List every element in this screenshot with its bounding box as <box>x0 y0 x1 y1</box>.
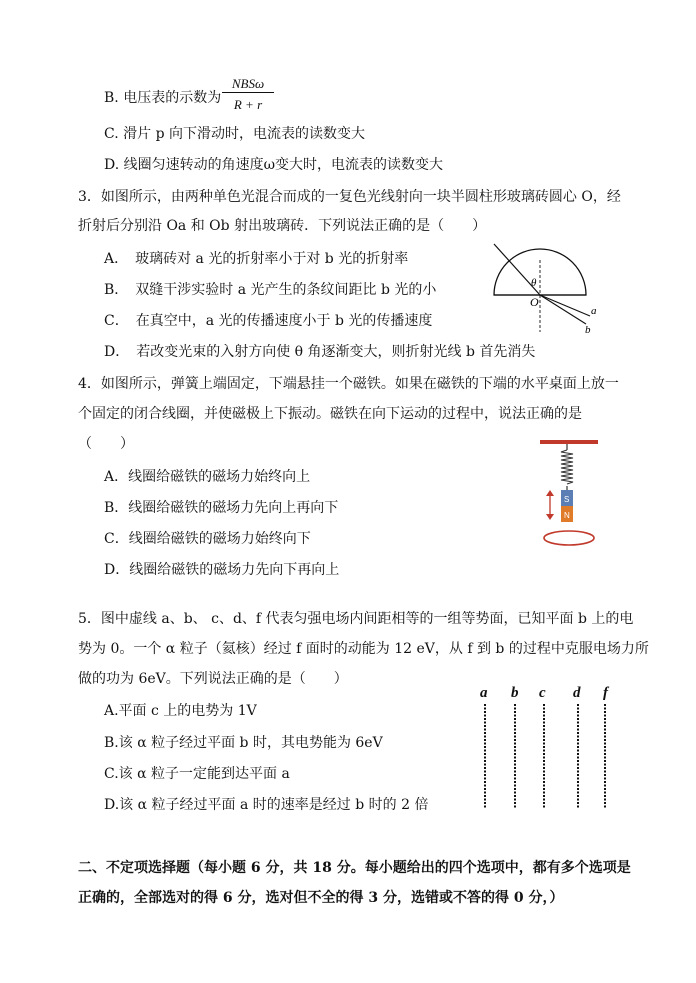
q4-option-b: B．线圈给磁铁的磁场力先向上再向下 <box>104 500 339 516</box>
q4-option-a: A．线圈给磁铁的磁场力始终向上 <box>104 469 311 485</box>
q5-option-a: A.平面 c 上的电势为 1V <box>104 703 257 719</box>
q5-plane-label-b: b <box>511 685 519 701</box>
q3-stem-line1: 3．如图所示，由两种单色光混合而成的一复色光线射向一块半圆柱形玻璃砖圆心 O，经 <box>78 189 621 205</box>
q5-equipotential-planes-figure <box>476 702 616 812</box>
q4-option-d: D．线圈给磁铁的磁场力先向下再向上 <box>104 562 340 578</box>
q4-south-label: S <box>564 495 570 504</box>
q3-a-label: a <box>591 305 597 317</box>
q3-option-a: A． 玻璃砖对 a 光的折射率小于对 b 光的折射率 <box>104 251 409 267</box>
q4-stem-line1: 4．如图所示，弹簧上端固定，下端悬挂一个磁铁。如果在磁铁的下端的水平桌面上放一 <box>78 376 619 392</box>
q3-stem-line2: 折射后分别沿 Oa 和 Ob 射出玻璃砖．下列说法正确的是（ ） <box>78 218 487 234</box>
q3-ray-a <box>540 295 590 316</box>
q4-spring <box>561 450 573 484</box>
q3-option-b: B． 双缝干涉实验时 a 光产生的条纹间距比 b 光的小 <box>104 282 437 298</box>
q3-option-d: D． 若改变光束的入射方向使 θ 角逐渐变大，则折射光线 b 首先消失 <box>104 344 536 360</box>
q4-north-label: N <box>564 511 570 520</box>
q4-stem-line3: （ ） <box>78 436 134 452</box>
q5-plane-label-f: f <box>603 685 608 701</box>
q2-option-b-text: B. 电压表的示数为 <box>104 90 222 106</box>
q4-stem-line2: 个固定的闭合线圈，并使磁极上下振动。磁铁在向下运动的过程中，说法正确的是 <box>78 406 582 422</box>
q4-coil-ring <box>544 531 594 545</box>
q3-theta-label: θ <box>531 277 537 289</box>
q2-b-fraction-numerator: NBSω <box>222 76 274 93</box>
q4-down-arrow-head <box>546 514 554 520</box>
q2-option-d: D. 线圈匀速转动的角速度ω变大时，电流表的读数变大 <box>104 157 444 173</box>
q2-option-c: C. 滑片 p 向下滑动时，电流表的读数变大 <box>104 126 365 142</box>
q5-option-d: D.该 α 粒子经过平面 a 时的速率是经过 b 时的 2 倍 <box>104 797 429 813</box>
q5-plane-label-d: d <box>573 685 581 701</box>
q4-ceiling-bar <box>540 440 598 444</box>
q3-semicircle-figure <box>486 240 606 335</box>
q5-stem-line1: 5．图中虚线 a、b、 c、d、f 代表匀强电场内间距相等的一组等势面，已知平面 b 上的电 <box>78 611 634 627</box>
section2-heading-line1: 二、不定项选择题（每小题 6 分，共 18 分。每小题给出的四个选项中，都有多个选项是 <box>78 860 631 876</box>
q3-o-label: O <box>530 295 539 309</box>
q3-ray-b <box>540 295 586 324</box>
q3-option-c: C． 在真空中，a 光的传播速度小于 b 光的传播速度 <box>104 313 433 329</box>
q2-option-b <box>104 88 221 108</box>
q5-plane-label-a: a <box>480 685 488 701</box>
q3-b-label: b <box>585 324 591 335</box>
q5-plane-label-c: c <box>539 685 546 701</box>
q4-option-c: C．线圈给磁铁的磁场力始终向下 <box>104 531 311 547</box>
section2-heading-line2: 正确的，全部选对的得 6 分，选对但不全的得 3 分，选错或不答的得 0 分，） <box>78 890 564 906</box>
q4-up-arrow-head <box>546 490 554 496</box>
q4-spring-magnet-figure <box>536 436 604 550</box>
q5-option-c: C.该 α 粒子一定能到达平面 a <box>104 766 290 782</box>
q2-b-fraction-denominator: R + r <box>233 97 263 112</box>
q5-stem-line2: 势为 0。一个 α 粒子（氦核）经过 f 面时的动能为 12 eV，从 f 到 b 的过程中克服电场力所 <box>78 641 649 657</box>
q5-stem-line3: 做的功为 6eV。下列说法正确的是（ ） <box>78 671 348 687</box>
q5-option-b: B.该 α 粒子经过平面 b 时，其电势能为 6eV <box>104 735 383 751</box>
